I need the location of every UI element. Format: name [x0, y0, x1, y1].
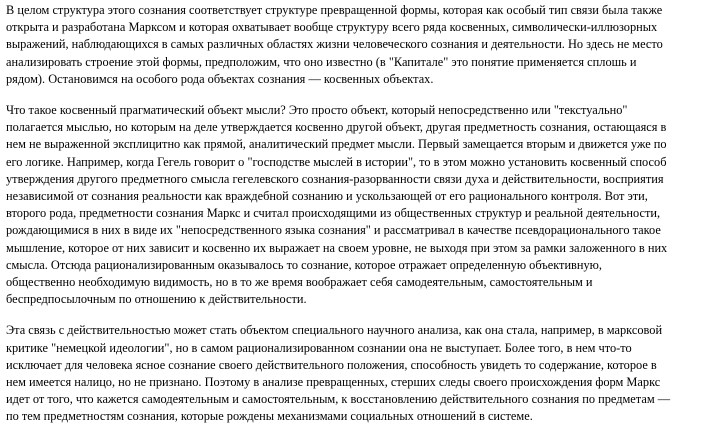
text-line: нем имеется налицо, но не признано. Поэтому в анализе превращенных, стерших следы своего происхождения форм Маркс — [6, 375, 661, 390]
text-line: смысла. Отсюда рационализированным оказывалось то сознание, которое отражает определенную объективную, — [6, 257, 603, 272]
text-line: утверждения другого предметного смысла гегелевского сознания-разорванности связи духа и действительности, восприятия — [6, 171, 664, 186]
text-line: общественно необходимую видимость, но в то же время воображает себя самодеятельным, самостоятельным и — [6, 275, 593, 290]
text-line: мышление, которое от них зависит и косвенно их выражает на своем уровне, не выходя при этом за рамки заложенного в них — [6, 240, 668, 255]
text-line: В целом структура этого сознания соответствует структуре превращенной формы, которая как особый тип связи была также — [6, 3, 663, 17]
text-line: анализировать строение этой формы, предположим, что оно известно (в "Капитале" это понятие применяется сплошь и — [6, 54, 637, 69]
document-body — [6, 2, 712, 440]
text-line: полагается мыслью, но которым на деле утверждается косвенно другой объект, другая предметность сознания, остающаяся в — [6, 120, 667, 135]
text-line: беспредпосылочным по отношению к действительности. — [6, 292, 307, 307]
text-line: исключает для человека ясное сознание своего действительного положения, способность увидеть то содержание, которое в — [6, 357, 657, 372]
text-line: его логике. Например, когда Гегель говорит о "господстве мыслей в истории", то в этом можно установить косвенный способ — [6, 154, 667, 169]
text-line: выражений, наблюдающихся в самых различных областях жизни человеческого сознания и деятельности. Но здесь не место — [6, 37, 663, 52]
text-line: второго рода, предметности сознания Маркс и считал происходящими из общественных структур и реальной деятельности, — [6, 206, 661, 221]
text-line: по тем предметностям сознания, которые рождены механизмами социальных отношений в системе. — [6, 409, 533, 424]
text-line: рядом). Остановимся на особого рода объектах сознания — косвенных объектах. — [6, 71, 434, 86]
text-line: идет от того, что кажется самодеятельным и самостоятельным, к восстановлению действительного сознания по предметам — — [6, 392, 671, 407]
paragraph-3 — [6, 322, 712, 425]
text-line: рождающимися в них в виде их "непосредственного языка сознания" и рассматривал в качестве псевдорационального такое — [6, 223, 661, 238]
paragraph-1 — [6, 2, 712, 88]
text-line: нем не выраженной эксплицитно как прямой, аналитический предмет мысли. Первый замещается вторым и движется уже по — [6, 137, 667, 152]
text-line: критике "немецкой идеологии", но в самом рационализированном сознании она не выступает. Более того, в нем что-то — [6, 340, 632, 355]
paragraph-2 — [6, 102, 712, 308]
text-line: Что такое косвенный прагматический объект мысли? Это просто объект, который непосредственно или "текстуально" — [6, 103, 628, 118]
text-line: независимой от сознания реальности как враждебной сознанию и ускользающей от его рационального контроля. Вот эти, — [6, 189, 648, 204]
text-line: Эта связь с действительностью может стать объектом специального научного анализа, как она стала, например, в марксовой — [6, 323, 663, 338]
text-line: открыта и разработана Марксом и которая охватывает вообще структуру всего ряда косвенных, символически-иллюзорных — [6, 20, 658, 35]
